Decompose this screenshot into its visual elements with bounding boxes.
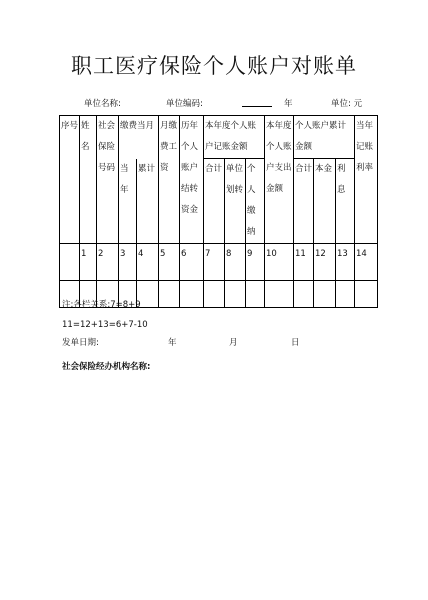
column-number-cell: 2 <box>97 244 119 281</box>
header-credited: 本年度个人账户记账金额 <box>204 116 265 159</box>
column-number-cell: 11 <box>294 244 314 281</box>
subheader-this-year: 当年 <box>119 159 137 244</box>
currency-unit-label: 单位: 元 <box>331 99 363 109</box>
column-number-cell: 10 <box>265 244 294 281</box>
column-number-cell: 9 <box>246 244 265 281</box>
column-number-cell: 4 <box>137 244 159 281</box>
data-cell <box>314 281 336 308</box>
column-number-row <box>60 244 378 281</box>
data-cell <box>336 281 355 308</box>
column-number-cell <box>60 244 80 281</box>
data-cell <box>355 281 378 308</box>
agency-name-label: 社会保险经办机构名称: <box>62 362 151 372</box>
column-number-cell: 7 <box>204 244 225 281</box>
data-cell <box>294 281 314 308</box>
column-number-cell: 3 <box>119 244 137 281</box>
header-expense: 本年度个人账户支出金额 <box>265 116 294 244</box>
header-row <box>60 116 378 159</box>
subheader-cumulative: 累计 <box>137 159 159 244</box>
note-relation-2: 11=12+13=6+7-10 <box>62 320 148 330</box>
data-cell <box>204 281 225 308</box>
data-cell <box>159 281 180 308</box>
column-number-cell: 5 <box>159 244 180 281</box>
header-carryover: 历年个人账户结转资金 <box>180 116 204 244</box>
subheader-interest: 利息 <box>336 159 355 244</box>
unit-code-label: 单位编码: <box>166 99 203 109</box>
column-number-cell: 6 <box>180 244 204 281</box>
header-cumulative: 个人账户累计金额 <box>294 116 355 159</box>
column-number-cell: 14 <box>355 244 378 281</box>
subheader-personal-contribution: 个人缴纳 <box>246 159 265 244</box>
issue-date-label: 发单日期: <box>62 338 99 348</box>
column-number-cell: 12 <box>314 244 336 281</box>
data-cell <box>225 281 246 308</box>
issue-date-day: 日 <box>291 338 300 348</box>
data-cell <box>265 281 294 308</box>
unit-code-underline <box>242 106 272 107</box>
column-number-cell: 13 <box>336 244 355 281</box>
column-number-cell: 8 <box>225 244 246 281</box>
subheader-balance-total: 合计 <box>294 159 314 244</box>
reconciliation-table <box>59 115 378 308</box>
header-seq: 序号 <box>60 116 80 244</box>
header-interest-rate: 当年记账利率 <box>355 116 378 244</box>
column-number-cell: 1 <box>80 244 97 281</box>
data-cell <box>180 281 204 308</box>
unit-name-label: 单位名称: <box>84 99 121 109</box>
note-relation-1: 注:各栏关系:7=8+9 <box>62 300 141 310</box>
subheader-employer-transfer: 单位划转 <box>225 159 246 244</box>
subheader-credited-total: 合计 <box>204 159 225 244</box>
header-insurance-no: 社会保险号码 <box>97 116 119 244</box>
issue-date-month: 月 <box>229 338 238 348</box>
header-pay-months: 缴费当月 <box>119 116 159 159</box>
header-name: 姓名 <box>80 116 97 244</box>
page-title: 职工医疗保险个人账户对账单 <box>71 54 357 78</box>
issue-date-year: 年 <box>168 338 177 348</box>
subheader-principal: 本金 <box>314 159 336 244</box>
header-monthly-wage: 月缴费工资 <box>159 116 180 244</box>
data-cell <box>246 281 265 308</box>
year-label: 年 <box>284 99 293 109</box>
